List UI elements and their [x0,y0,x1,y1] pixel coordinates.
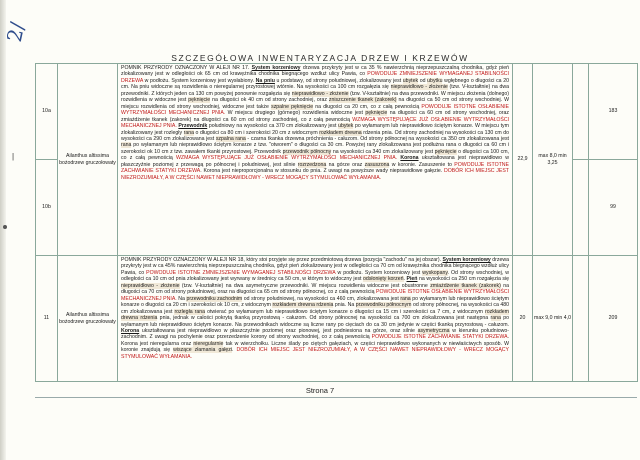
defect-phrase: wyskopany [422,269,448,276]
description-text: W miejscu drugiego (górnego) rozwidlenia widoczne jest [225,110,366,117]
description-text: na wysokości ca 340 cm zlokalizowany jest [331,148,435,155]
condition-description [118,64,513,256]
description-text: otwierać po wyłamanym lub nieprawidłowo ściętym konarze o długości ca 15 cm i szerokości ca 7 cm, z widocznym [205,308,486,315]
description-text: na długości ca 60 cm od strony wschodniej, oraz zmiażdżenie tkanek (zakorek) na długości ca 60 cm od strony zachodniej, co z całą pewnością [121,110,510,123]
defect-phrase: pęknięcie [365,110,388,117]
defect-phrase: przewodniku zachodnim [186,295,243,302]
description-text: ukształtowana jest nieprawidłowo w płaszczyźnie poziomej z przewagą po północnej i południowej, jest silnie [121,155,509,168]
defect-phrase: szpalne pęknięcie [271,103,314,110]
description-text: (tzw. V-kształtnie) na dwa przewodniki. Z których jeden ca 130 cm powyżej ponownie rozgałęzia się [121,84,510,97]
tree-number: 10b [36,160,58,256]
description-text: na długości ok 40 cm od strony zachodniej, oraz [210,97,329,104]
description-text: na wysokości ca 250 cm rozgałęzia się [417,276,509,283]
description-text: w koronie. Zasuszenie to [389,161,455,168]
tree-height: max 8,0 min 3,25 [533,64,573,256]
defect-phrase: przewodniku północnym [355,302,412,309]
description-text: . Od strony wschodniej, w odległości ca 10 cm od pnia zlokalizowany jest wyrwany w średnicy ca 50 cm, w którym to widoczny jest [121,269,509,283]
section-keyword: Przewodnik [178,123,208,130]
description-text: pnia, jednak w całości pokrytą tkanką przyrostową - całuzom. Od strony północnej na wysokości ca 700 cm zlokalizowana jest następna [157,315,491,322]
warning-phrase: DOBÓR ICH MIEJSC JEST NIEZROZUMIAŁY, A W CZĘŚCI NAWET NIEPRAWIDŁOWY - WRECZ MOGĄCY STYMULOWAĆ WYŁAMANIA. [121,347,510,360]
warning-phrase: POWODUJE ISTOTNE ZMNIEJSZENIE WYMAGANEJ STABILNOŚCI DRZEWA [146,269,336,276]
defect-phrase: przewodnik północny [282,148,332,155]
crown-radius: 99 [589,160,638,256]
description-text: Na [176,295,187,302]
defect-phrase: asymetryczna [417,327,450,334]
defect-phrase: rana [400,295,411,302]
description-text: POMNIK PRZYRODY OZNACZONY W ALEJI NR 18, który stoi przyjęte się przez przedmiotową drzewa (pozycja "zachodu" na jej obszar). [121,257,443,263]
section-keyword: Na pniu [255,77,275,84]
defect-phrase: rozkładem drewna [319,129,362,136]
defect-phrase: rana [183,129,194,136]
description-text: tak w wierzchołku. Liczne ślady po ciętych gałęziach, w części nieprawidłowo wykonanych w niewłaściwych sposób. W koronie znajdują się [121,340,509,354]
defect-phrase: rozrzedzona [297,161,327,168]
defect-phrase: szpalna rana [215,135,246,142]
defect-phrase: pęknięcie [434,148,457,155]
warning-phrase: POWODUJE ZMNIEJSZENIE WYMAGANEJ STABILNOŚCI DRZEWA [121,71,509,84]
empty-cell [573,160,589,256]
section-keyword: Pień [406,276,418,283]
defect-phrase: ubytek [338,123,354,130]
defect-phrase: ubytek [402,77,419,84]
defect-phrase: pęknięcie [188,97,211,104]
warning-phrase: POWODUJE ISTOTNE OSŁABIENIE WYTRZYMAŁOŚCI MECHANICZNEJ PNIA. [121,103,509,117]
description-text: w podłożu. System korzeniowy jest wysłabiony. [143,77,256,84]
defect-phrase: rozkładem drewna rdzenia [121,308,509,322]
defect-phrase: zasuszona [364,161,390,168]
tree-height: max 9,0 min 4,0 [533,256,573,382]
defect-phrase: nieprawidłowo - złożenie [291,90,349,97]
table-row [36,64,638,160]
defect-phrase: zniszczenie tkanek (zakorek) [328,97,397,104]
description-text: . [232,347,237,354]
warning-phrase: WZMAGA WYSTĘPUJĄCE JUŻ OSŁABIENIE WYTRZYMAŁOŚCI MECHANICZNEJ PNIA. [176,155,398,162]
description-text: rdzenia pnia. Od strony zachodniej na wysokości ca 130 cm do wysokości ca 290 cm zlokalizowana jest [121,129,510,142]
description-text: na górze oraz [326,161,365,168]
handwritten-mark: 2/ [1,19,30,45]
footer-divider [35,397,637,398]
description-text: drzewa przykryty jest w ca 35 % nawierzchnią nieprzepuszczalną chodnika, gdyż pień zlokalizowany jest w odległości ok 65 cm od krawężnika chodnika biegnącego wzdłuż ulicy Pawia, co [121,65,509,78]
description-text: po wyłamanym lub nieprawidłowo ściętym konarze. W miejscu tym zlokalizowany jest rozległy [121,123,509,136]
description-text: u podstawy, od strony południowej, zlokalizowany jest [274,77,403,84]
description-text: na długości ca 50 cm od strony wschodniej. W miejscu rozwidlenia od strony wschodniej, widoczne jest także [121,97,509,110]
description-text: na długości ca 20 cm, co z całą pewnością [313,103,422,110]
defect-phrase: nieprawidłowo - złożenie [121,282,180,289]
table-row [36,256,638,382]
description-text: drzewa przykryty jest w ca 45% nawierzchnią nieprzepuszczalną chodnika, gdyż pień zlokalizowany jest w odległości ca 70 cm od krawężnika chodnika biegnącego wzdłuż ulicy Pawia, co [121,257,509,276]
description-text: wgłębnego o długości ca 20 cm. Na pniu widoczne są rozwidlenia o nieregularnej przyrostowej wtórnie. Na wysokości ca 100 cm rozgałęzia się [121,77,509,91]
description-text: - czarna tkanka drzewna próchnienia - całuzom. Od strony północnej na wysokości ca 350 cm zlokalizowana jest [245,135,509,142]
description-text: w podłożu. System korzeniowy jest [335,269,423,276]
section-keyword: System korzeniowy [442,257,491,263]
warning-phrase: POWODUJE ISTOTNE OSŁABIENIE WYTRZYMAŁOŚCI MECHANICZNEJ PNIA. [121,289,510,302]
description-text: . Korona jest nieproporcjonalna w stosunku do pnia. Z uwagi na powyższe wady nieprawidłowe gałęzie. [200,168,444,175]
defect-phrase: rana [121,142,132,149]
defect-phrase: rozległa rana [174,308,206,315]
description-text: po wyłamanym lub nieprawidłowo ściętym konarze. Na przewodnikach widoczne są liczne rany po cięciach do ca 30 cm jedynie w części tkanką przyrostową - całuzom. [121,315,509,328]
defect-phrase: rana [490,315,501,322]
description-text: na długości ca 70 cm od strony południowej, oraz na długości ca 65 cm od strony północnej, co z całą pewnością [121,282,509,296]
description-text: pnia. Na [333,302,356,309]
species-name: Ailanthus altissima bożodrzew gruczołowaty [58,64,118,256]
document-title: SZCZEGÓŁOWA INWENTARYZACJA DRZEW I KRZEWÓW [171,53,469,63]
empty-cell [573,64,589,160]
empty-cell [573,256,589,382]
warning-phrase: POWODUJE ISTOTNE ZACHWIANIE STATYKI DRZEWA [121,161,510,175]
defect-phrase: nieregularnie [193,340,224,347]
defect-phrase: rozkładem drewna rdzenia [272,302,334,309]
description-text: . Korona jest nieregularna oraz [121,334,509,347]
defect-phrase: ubytku [427,77,443,84]
description-text: w kierunku południowo-zachodnim. Z uwagi na pochylenie oraz przerzedzenie korony od strony wschodniej, co z całą pewnością [121,327,509,341]
description-text: od strony północnej, na wysokości ca 480 cm zlokalizowana jest [121,302,509,315]
defect-phrase: odsłonięty korzeń [363,276,404,283]
warning-phrase: WZMAGA WYSTĘPUJĄCE JUŻ OSŁABIENIE WYTRZYMAŁOŚCI MECHANICZNEJ PNIA. [121,116,510,130]
description-text: POMNIK PRZYRODY OZNACZONY W ALEJI NR 17. [121,65,252,71]
condition-description [118,256,513,382]
defect-phrase: wiszące złamania gałęzi [173,347,233,354]
trunk-circumference: 22,9 [513,64,533,256]
crown-radius: 183 [589,64,638,160]
margin-tick: | [12,152,15,161]
warning-phrase: POWODUJE ISTOTNE ZACHWIANIE STATYKI DRZEWA [371,334,508,341]
description-text: po wyłamanym lub nieprawidłowo ściętym konarze z tzw. "otworem" o długości ca 30 cm. Powyżej rany zlokalizowana jest podłużna rana o długości ca 60 cm i szerokości ok 10 cm z tzw. zawałem tkanki przyrostowej. Przewodnik [121,142,509,155]
species-name: Ailanthus altissima bożodrzew gruczołowaty [58,256,118,382]
description-text: o długości ca 80 cm i szerokości 20 cm z widocznym [193,129,320,136]
description-text: południowy na wysokości ca 370 cm zlokalizowany jest [207,123,339,130]
defect-phrase: nieprawidłowo - złożenie [390,84,448,91]
description-text: (tzw. V-kształtnie) na dwa asymetryczne przewodniki. W miejscu rozwidlenia widoczne jest obustronne [179,282,431,289]
inventory-table [35,63,638,382]
warning-phrase: DOBÓR ICH MIEJSC JEST NIEZROZUMIAŁY, A W CZĘŚCI NAWET NIEPRAWIDŁOWY - WRECZ MOGĄCY STYMULOWAĆ WYŁAMANIA. [121,168,509,181]
page-number: Strona 7 [305,386,335,395]
description-text: po wyłamanym lub nieprawidłowo ściętym konarze o długości ca 20 cm i szerokości ok 10 cm, z widocznym [121,295,509,309]
description-text: od strony południowej, na wysokości ca 460 cm, zlokalizowana jest [242,295,401,302]
description-text: o długości ca 100 cm, co z całą pewnością [121,148,509,162]
description-text: (tzw. V-kształtnie) na dwa przewodniki. W miejscu złożenia (dolnego) rozwidlenia w widoczne jest [121,90,510,104]
description-text: . [403,276,407,283]
punch-hole-icon [3,225,7,229]
description-text: ukształtowana jest nieprawidłowo w płaszczyźnie poziomej oraz pionowej, jest podniesiona na górze, oraz silnie [139,327,418,334]
trunk-circumference: 20 [513,256,533,382]
crown-radius: 209 [589,256,638,382]
section-keyword: Korona [400,155,419,162]
section-keyword: System korzeniowy [251,65,301,71]
section-keyword: Korona [121,327,140,334]
description-text: od [418,77,428,84]
defect-phrase: zmiażdżenie tkanek (zakorek) [430,282,501,289]
tree-number: 10a [36,64,58,160]
tree-number: 11 [36,256,58,382]
